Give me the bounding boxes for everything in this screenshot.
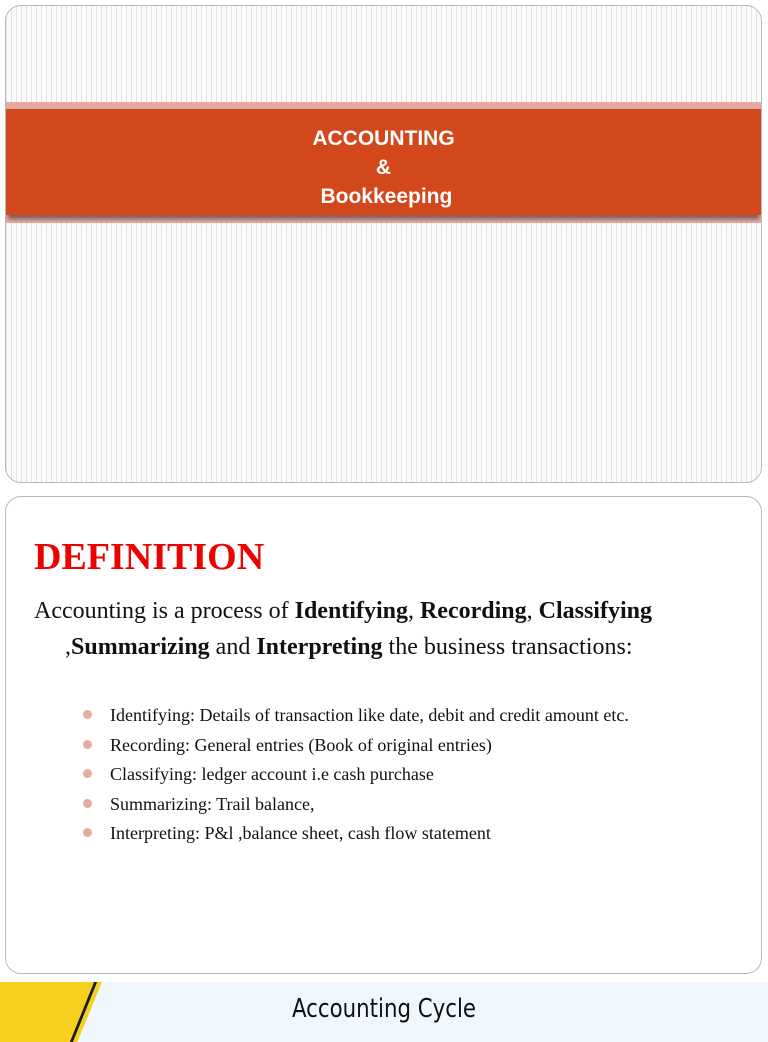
bullet-dot-icon (83, 740, 92, 749)
para-text: and (209, 634, 257, 660)
definition-bullet-list (80, 701, 629, 849)
title-slide (5, 5, 762, 483)
title-line-3: Bookkeeping (314, 185, 453, 208)
definition-paragraph (34, 593, 768, 665)
accounting-cycle-slide (0, 982, 768, 1042)
cycle-slide-title: Accounting Cycle (291, 994, 477, 1024)
para-text: , (407, 598, 420, 624)
bullet-dot-icon (83, 710, 92, 719)
term-classifying: Classifying (538, 598, 652, 624)
para-text: , (65, 634, 71, 660)
para-text: Accounting is a process of (34, 598, 295, 624)
term-interpreting: Interpreting (256, 634, 383, 660)
definition-heading: DEFINITION (34, 536, 265, 578)
bullet-dot-icon (83, 769, 92, 778)
term-summarizing: Summarizing (71, 634, 210, 660)
bullet-text: Classifying: ledger account i.e cash purchase (110, 764, 434, 784)
bullet-item (80, 701, 629, 731)
term-identifying: Identifying (294, 598, 408, 624)
bullet-item (80, 731, 629, 761)
bullet-item (80, 760, 629, 790)
title-line-1: ACCOUNTING (312, 127, 455, 150)
bullet-item (80, 819, 629, 849)
bullet-text: Recording: General entries (Book of original entries) (110, 734, 492, 755)
para-text: , (526, 598, 539, 624)
slide-title (6, 124, 761, 211)
para-text: the business transactions: (382, 634, 633, 660)
definition-slide (5, 496, 762, 974)
term-recording: Recording (419, 598, 527, 624)
bullet-text: Identifying: Details of transaction like date, debit and credit amount etc. (110, 705, 629, 725)
title-line-2: & (375, 156, 392, 179)
bullet-dot-icon (83, 828, 92, 837)
bullet-text: Summarizing: Trail balance, (110, 793, 315, 814)
bullet-text: Interpreting: P&l ,balance sheet, cash flow statement (110, 823, 491, 843)
bullet-dot-icon (83, 799, 92, 808)
bullet-item (80, 790, 629, 820)
